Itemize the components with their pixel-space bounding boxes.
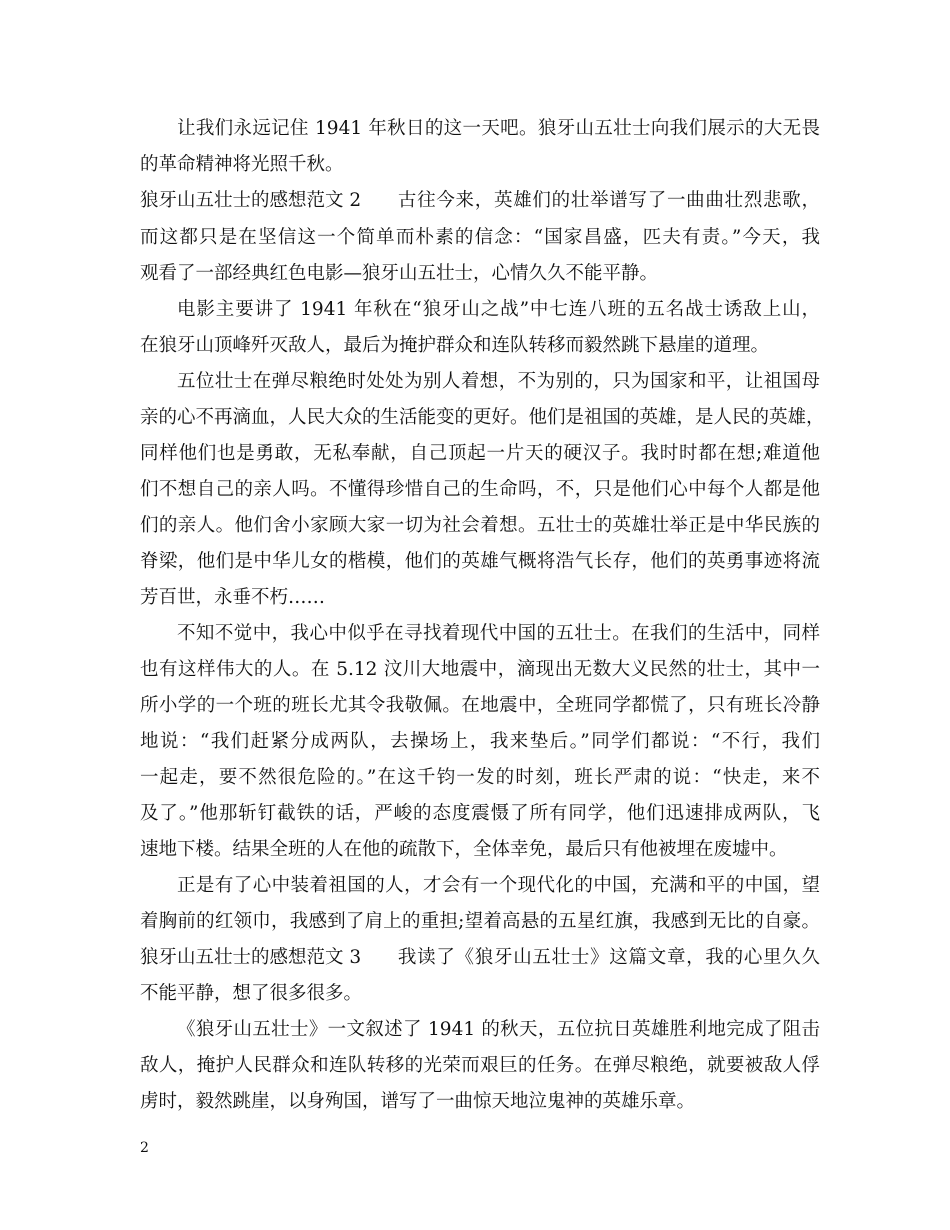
paragraph-line: 脊梁，他们是中华儿女的楷模，他们的英雄气概将浩气长存，他们的英勇事迹将流 (140, 551, 820, 572)
paragraph-line: 地说：“我们赶紧分成两队，去操场上，我来垫后。”同学们都说：“不行，我们 (140, 731, 820, 752)
paragraph-line: 五位壮士在弹尽粮绝时处处为别人着想，不为别的，只为国家和平，让祖国母 (177, 371, 820, 392)
section-first-text: 我读了《狼牙山五壮士》这篇文章，我的心里久久 (397, 947, 820, 968)
paragraph-line: 着胸前的红领巾，我感到了肩上的重担;望着高悬的五星红旗，我感到无比的自豪。 (140, 911, 820, 932)
section-heading-line (140, 940, 820, 976)
paragraph-line: 同样他们也是勇敢，无私奉献，自己顶起一片天的硬汉子。我时时都在想;难道他 (140, 443, 820, 464)
paragraph-line: 在狼牙山顶峰歼灭敌人，最后为掩护群众和连队转移而毅然跳下悬崖的道理。 (140, 335, 770, 356)
paragraph-line: 的革命精神将光照千秋。 (140, 154, 344, 175)
paragraph-line: 电影主要讲了 1941 年秋在“狼牙山之战”中七连八班的五名战士诱敌上山， (177, 299, 820, 320)
section-heading-line (140, 183, 820, 219)
paragraph-line: 芳百世，永垂不朽…… (140, 587, 326, 608)
paragraph-line: 而这都只是在坚信这一个简单而朴素的信念：“国家昌盛，匹夫有责。”今天，我 (140, 227, 820, 248)
paragraph-line: 观看了一部经典红色电影—狼牙山五壮士，心情久久不能平静。 (140, 263, 659, 284)
paragraph-line: 让我们永远记住 1941 年秋日的这一天吧。狼牙山五壮士向我们展示的大无畏 (177, 118, 820, 139)
page-number: 2 (140, 1140, 149, 1156)
paragraph-line: 及了。”他那斩钉截铁的话，严峻的态度震慑了所有同学，他们迅速排成两队，飞 (140, 803, 820, 824)
paragraph-line: 们不想自己的亲人吗。不懂得珍惜自己的生命吗，不，只是他们心中每个人都是他 (140, 479, 820, 500)
section-title: 狼牙山五壮士的感想范文 2 (140, 190, 362, 211)
paragraph-line: 不知不觉中，我心中似乎在寻找着现代中国的五壮士。在我们的生活中，同样 (177, 623, 820, 644)
paragraph-line: 正是有了心中装着祖国的人，才会有一个现代化的中国，充满和平的中国，望 (177, 875, 820, 896)
paragraph-line: 虏时，毅然跳崖，以身殉国，谱写了一曲惊天地泣鬼神的英雄乐章。 (140, 1091, 696, 1112)
paragraph-line: 一起走，要不然很危险的。”在这千钧一发的时刻，班长严肃的说：“快走，来不 (140, 767, 820, 788)
paragraph-line: 亲的心不再滴血，人民大众的生活能变的更好。他们是祖国的英雄，是人民的英雄， (140, 407, 825, 428)
paragraph-line: 速地下楼。结果全班的人在他的疏散下，全体幸免，最后只有他被埋在废墟中。 (140, 839, 788, 860)
paragraph-line: 《狼牙山五壮士》一文叙述了 1941 的秋天，五位抗日英雄胜利地完成了阻击 (177, 1019, 820, 1040)
paragraph-line: 所小学的一个班的班长尤其令我敬佩。在地震中，全班同学都慌了，只有班长冷静 (140, 695, 820, 716)
paragraph-line: 也有这样伟大的人。在 5.12 汶川大地震中，滴现出无数大义民然的壮士，其中一 (140, 659, 820, 680)
paragraph-line: 敌人，掩护人民群众和连队转移的光荣而艰巨的任务。在弹尽粮绝，就要被敌人俘 (140, 1055, 820, 1076)
paragraph-line: 不能平静，想了很多很多。 (140, 983, 363, 1004)
section-first-text: 古往今来，英雄们的壮举谱写了一曲曲壮烈悲歌， (397, 190, 820, 211)
paragraph-line: 们的亲人。他们舍小家顾大家一切为社会着想。五壮士的英雄壮举正是中华民族的 (140, 515, 820, 536)
section-title: 狼牙山五壮士的感想范文 3 (140, 947, 362, 968)
